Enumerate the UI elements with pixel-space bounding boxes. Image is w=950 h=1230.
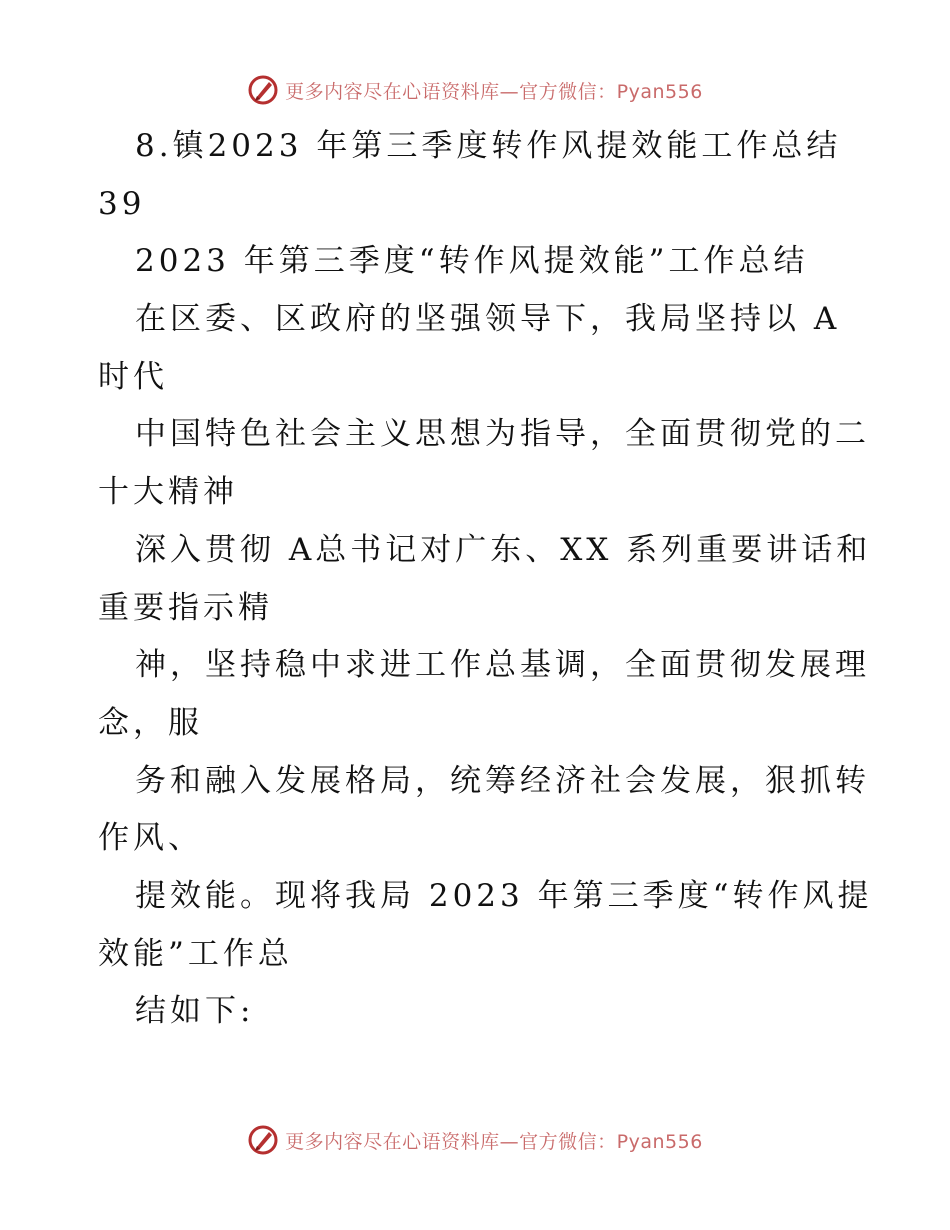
footer-watermark bbox=[0, 1120, 950, 1160]
watermark-text: 更多内容尽在心语资料库—官方微信：Pyan556 bbox=[285, 80, 703, 103]
document-line: 重要指示精 bbox=[98, 589, 273, 626]
document-line: 念，服 bbox=[98, 704, 203, 741]
document-line: 2023 年第三季度“转作风提效能”工作总结 bbox=[135, 243, 809, 280]
header-watermark bbox=[0, 70, 950, 110]
document-line: 中国特色社会主义思想为指导，全面贯彻党的二 bbox=[135, 416, 870, 453]
document-line: 在区委、区政府的坚强领导下，我局坚持以 A bbox=[135, 301, 841, 338]
document-line: 务和融入发展格局，统筹经济社会发展，狠抓转 bbox=[135, 762, 870, 799]
document-line: 十大精神 bbox=[98, 474, 238, 511]
watermark-text: 更多内容尽在心语资料库—官方微信：Pyan556 bbox=[285, 1130, 703, 1153]
document-line: 39 bbox=[98, 185, 146, 222]
pen-circle-logo-icon bbox=[247, 74, 279, 106]
document-line: 作风、 bbox=[98, 820, 203, 857]
document-line: 提效能。现将我局 2023 年第三季度“转作风提 bbox=[135, 877, 873, 914]
document-body bbox=[98, 118, 873, 1041]
document-line: 效能”工作总 bbox=[98, 935, 293, 972]
pen-circle-logo-icon bbox=[247, 1124, 279, 1156]
document-line: 结如下: bbox=[135, 993, 255, 1030]
document-line: 时代 bbox=[98, 358, 168, 395]
document-line: 深入贯彻 A总书记对广东、XX 系列重要讲话和 bbox=[135, 531, 872, 568]
document-line: 8.镇2023 年第三季度转作风提效能工作总结 bbox=[135, 128, 842, 164]
document-line: 神，坚持稳中求进工作总基调，全面贯彻发展理 bbox=[135, 647, 870, 684]
